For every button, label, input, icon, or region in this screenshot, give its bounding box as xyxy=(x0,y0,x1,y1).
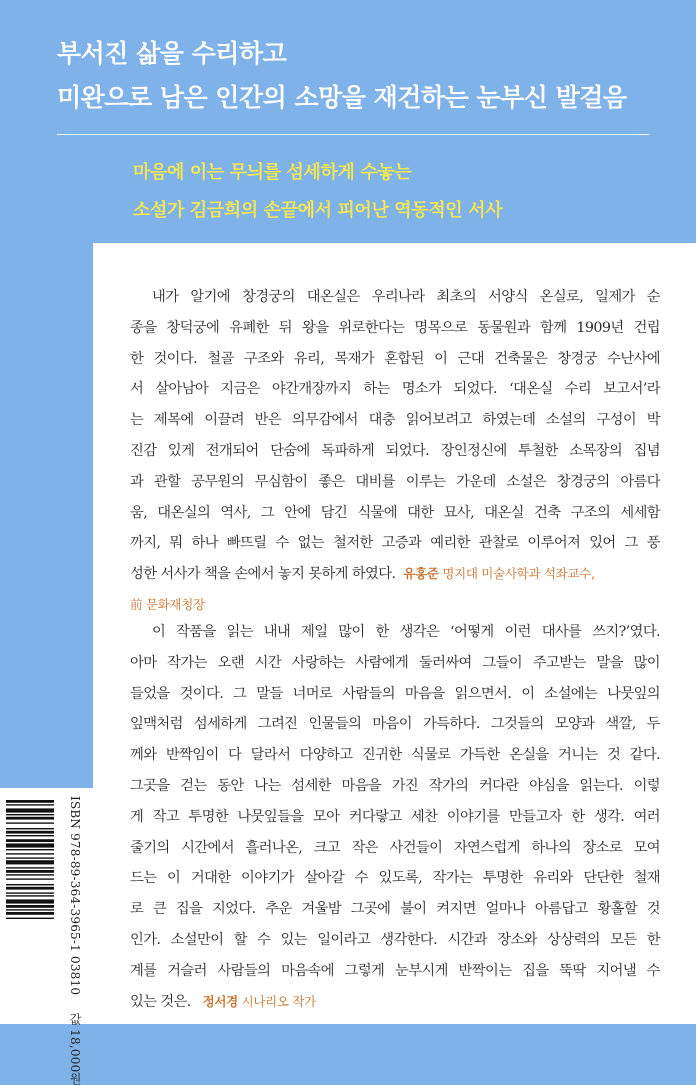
review-2-author xyxy=(203,994,316,1009)
review-2-author-name: 정서경 xyxy=(202,993,238,1009)
review-2-line: 께와 반짝임이 다 달라서 다양하고 진귀한 식물로 가득한 온실을 거니는 것 같다. xyxy=(130,747,660,764)
review-2-line: 드는 이 거대한 이야기가 살아갈 수 있도록, 작가는 투명한 유리와 단단한 철재 xyxy=(130,870,660,887)
headline xyxy=(57,32,667,120)
review-1-line: 종을 창덕궁에 유폐한 뒤 왕을 위로한다는 명목으로 동물원과 함께 1909년 건립 xyxy=(130,319,660,336)
review-1-author-title: 명지대 미술사학과 석좌교수, xyxy=(442,566,595,582)
review-1-author xyxy=(403,566,594,581)
review-1 xyxy=(130,282,660,621)
review-1-last-line xyxy=(130,559,660,590)
review-1-author-name: 유홍준 xyxy=(403,566,439,582)
review-2-line: 계를 거슬러 사람들의 마음속에 그렇게 눈부시게 반짝이는 집을 뚝딱 지어낼 수 xyxy=(130,962,660,979)
review-1-line: 는 제목에 이끌려 반은 의무감에서 대충 읽어보려고 하였는데 소설의 구성이 박 xyxy=(130,412,660,429)
review-1-line: 까지, 뭐 하나 빠뜨릴 수 없는 철저한 고증과 예리한 관찰로 이루어져 있어 그 풍 xyxy=(130,535,660,552)
divider-rule xyxy=(57,134,649,135)
review-2-last-line xyxy=(130,987,660,1018)
review-2 xyxy=(130,617,660,1017)
review-2-line: 게 작고 투명한 나뭇잎들을 모아 커다랗고 세찬 이야기를 만들고자 한 생각. 여러 xyxy=(130,808,660,825)
review-1-line: 내가 알기에 창경궁의 대온실은 우리나라 최초의 서양식 온실로, 일제가 순 xyxy=(152,289,660,305)
review-1-line: 움, 대온실의 역사, 그 안에 담긴 식물에 대한 묘사, 대온실 건축 구조의 세세함 xyxy=(130,504,660,521)
review-1-line: 한 것이다. 철골 구조와 유리, 목재가 혼합된 이 근대 건축물은 창경궁 수난사에 xyxy=(130,350,660,367)
review-2-line: 그곳을 걷는 동안 나는 섬세한 마음을 가진 작가의 커다란 야심을 읽는다. 이렇 xyxy=(130,777,660,794)
review-2-line: 잎맥처럼 섬세하게 그려진 인물들의 마음이 가득하다. 그것들의 모양과 색깔, 두 xyxy=(130,716,660,733)
review-2-line: 아마 작가는 오랜 시간 사랑하는 사람에게 둘러싸여 그들이 주고받는 말을 많이 xyxy=(130,654,660,671)
review-1-line: 성한 서사가 책을 손에서 놓지 못하게 하였다. xyxy=(130,566,396,583)
tagline xyxy=(133,154,653,230)
barcode-icon xyxy=(6,800,54,980)
review-1-line: 서 살아남아 지금은 야간개장까지 하는 명소가 되었다. ‘대온실 수리 보고서’라 xyxy=(130,381,660,398)
isbn-text: ISBN 978-89-364-3965-1 03810 xyxy=(68,796,82,996)
review-1-author-title-2: 前 문화재청장 xyxy=(130,596,205,612)
headline-line-1: 부서진 삶을 수리하고 xyxy=(57,39,287,68)
headline-line-2: 미완으로 남은 인간의 소망을 재건하는 눈부신 발걸음 xyxy=(57,83,627,112)
review-1-line: 진감 있게 전개되어 단숨에 독파하게 되었다. 장인정신에 투철한 소목장의 집념 xyxy=(130,442,660,459)
review-2-line: 로 큰 집을 지었다. 추운 겨울밤 그곳에 불이 켜지면 얼마나 아름답고 황홀할 것 xyxy=(130,901,660,918)
isbn-block xyxy=(58,796,84,1085)
review-2-line: 있는 것은. xyxy=(130,993,191,1010)
review-2-line: 이 작품을 읽는 내내 제일 많이 한 생각은 ‘어떻게 이런 대사를 쓰지?’였다. xyxy=(152,624,660,640)
review-2-line: 인가. 소설만이 할 수 있는 일이라고 생각한다. 시간과 장소와 상상력의 모든 한 xyxy=(130,931,660,948)
tagline-line-1: 마음에 이는 무늬를 섬세하게 수놓는 xyxy=(133,162,412,183)
review-2-line: 들었을 것이다. 그 말들 너머로 사람들의 마음을 읽으면서. 이 소설에는 나뭇잎의 xyxy=(130,685,660,702)
review-2-author-title: 시나리오 작가 xyxy=(241,993,316,1009)
tagline-line-2: 소설가 김금희의 손끝에서 피어난 역동적인 서사 xyxy=(133,200,503,221)
review-1-line: 과 관할 공무원의 무심함이 좋은 대비를 이루는 가운데 소설은 창경궁의 아름다 xyxy=(130,473,660,490)
review-2-line: 줄기의 시간에서 흘러나온, 크고 작은 사건들이 자연스럽게 하나의 장소로 모여 xyxy=(130,839,660,856)
price-text: 값 18,000원 xyxy=(68,1013,82,1085)
